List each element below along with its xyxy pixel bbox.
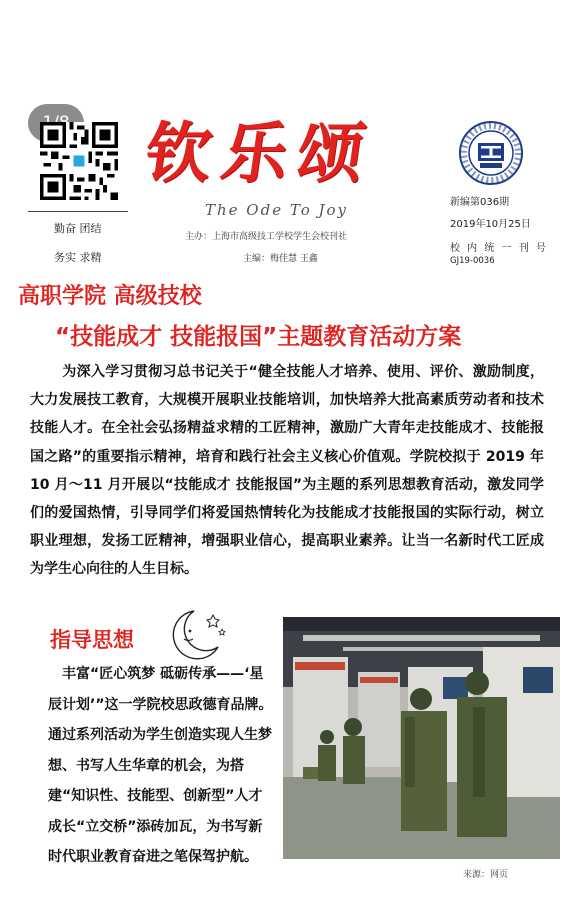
article-title-line-2: “技能成才 技能报国”主题教育活动方案	[55, 324, 462, 350]
qr-code-icon	[40, 122, 118, 200]
photo-caption: 来源：网页	[463, 870, 509, 880]
intro-paragraph	[30, 358, 544, 584]
serial-label: 校 内 统 一 刊 号	[450, 243, 548, 254]
intro-paragraph-text: 为深入学习贯彻习总书记关于“健全技能人才培养、使用、评价、激励制度，大力发展技工教育，大规模开展职业技能培训，加快培养大批高素质劳动者和技术技能人才。在全社会弘扬精益求精的工匠精神，激励广大青年走技能成才、技能报国之路”的重要指示精神，培育和践行社会主义核心价值观。学院校拟于 2019 年 10 月～11 月开展以“技能成才 技能报国”为主题的系列思想教育活动，激发同学们的爱国热情，引导同学们将爱国热情转化为技能成才技能报国的实际行动，树立职业理想，发扬工匠精神，增强职业信心，提高职业素养。让当一名新时代工匠成为学生心向往的人生目标。	[30, 364, 544, 578]
crescent-moon-icon	[168, 607, 230, 661]
guiding-thought-body: 丰富“匠心筑梦 砥砺传承——‘星辰计划’”这一学院校思政德育品牌。通过系列活动为学生创造实现人生梦想、书写人生华章的机会，为搭建“知识性、技能型、创新型”人才成长“立交桥”添砖加瓦，为书写新时代职业教育奋进之笔保驾护航。	[48, 666, 273, 865]
motto-divider	[28, 211, 128, 212]
issue-date: 2019年10月25日	[450, 219, 531, 230]
section-title: 指导思想	[50, 628, 134, 652]
motto-line-2: 务实 求精	[54, 251, 102, 264]
serial-number: GJ19-0036	[450, 256, 495, 266]
host-line: 主办：上海市高级技工学校学生会校刊社	[185, 232, 348, 242]
english-title: The Ode To Joy	[205, 201, 349, 219]
article-title-line-1: 高职学院 高级技校	[18, 284, 202, 309]
editor-line: 主编：梅佳慧 王鑫	[243, 254, 318, 264]
issue-number: 新编第036期	[450, 197, 510, 208]
motto-line-1: 勤奋 团结	[54, 222, 102, 235]
school-emblem-icon	[459, 121, 523, 185]
workshop-photo	[283, 617, 560, 859]
guiding-thought-text	[48, 659, 273, 873]
masthead-title: 钦乐颂	[140, 114, 380, 192]
